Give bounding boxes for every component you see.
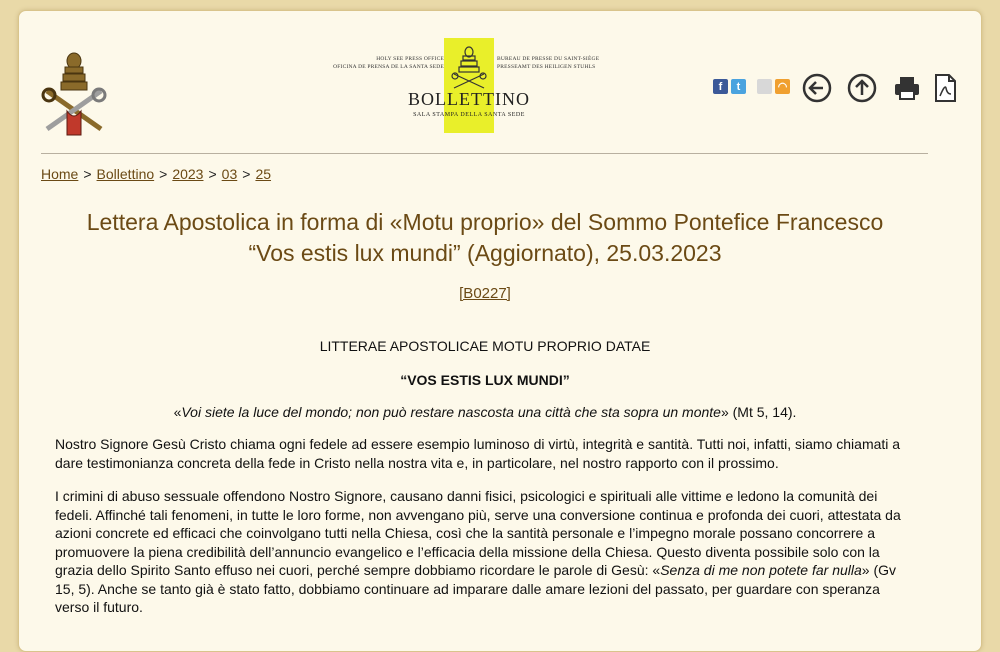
epigraph	[55, 403, 915, 422]
office-label-en: HOLY SEE PRESS OFFICE	[376, 56, 444, 62]
epigraph-open: «	[173, 404, 182, 420]
breadcrumb-separator: >	[159, 166, 168, 182]
breadcrumb-day[interactable]: 25	[255, 166, 272, 182]
site-header	[19, 11, 981, 151]
email-icon[interactable]	[757, 79, 772, 95]
twitter-icon[interactable]: t	[731, 79, 746, 95]
page-title	[19, 207, 951, 269]
page-title-line2: “Vos estis lux mundi” (Aggiornato), 25.03.2023	[248, 240, 722, 266]
papal-coat-of-arms-icon	[41, 51, 107, 137]
paragraph-2	[55, 487, 915, 617]
back-arrow-icon[interactable]	[801, 72, 833, 104]
breadcrumb-bollettino[interactable]: Bollettino	[96, 166, 155, 182]
paragraph-2-text-end: » (Gv 15, 5). Anche se tanto già è stato fatto, dobbiamo continuare ad imparare dalle amare lezioni del passato, per guardare con speranza verso il futuro.	[55, 562, 897, 615]
breadcrumb-separator: >	[83, 166, 92, 182]
office-label-fr: BUREAU DE PRESSE DU SAINT-SIÈGE	[497, 56, 600, 62]
breadcrumb-year[interactable]: 2023	[172, 166, 204, 182]
office-label-es: OFICINA DE PRENSA DE LA SANTA SEDE	[333, 64, 444, 70]
breadcrumb-separator: >	[208, 166, 217, 182]
breadcrumb	[41, 166, 271, 182]
page-container	[18, 10, 982, 652]
document-subheading: “VOS ESTIS LUX MUNDI”	[400, 372, 570, 388]
page-title-line1: Lettera Apostolica in forma di «Motu proprio» del Sommo Pontefice Francesco	[86, 209, 884, 235]
header-divider	[41, 153, 928, 154]
epigraph-quote: Voi siete la luce del mondo; non può restare nascosta una città che sta sopra un monte	[181, 404, 721, 420]
bulletin-subtitle: SALA STAMPA DELLA SANTA SEDE	[413, 112, 525, 118]
bulletin-code-link[interactable]: [B0227]	[459, 285, 511, 302]
paragraph-1: Nostro Signore Gesù Cristo chiama ogni fedele ad essere esempio luminoso di virtù, integrità e santità. Tutti noi, infatti, siamo chiamati a dare testimonianza concreta della fede in Cristo nella nostra vita e, in particolare, nel nostro rapporto con il prossimo.	[55, 436, 901, 471]
bulletin-emblem-icon	[450, 46, 488, 90]
rss-icon[interactable]: ◠	[775, 79, 790, 95]
press-office-right	[497, 55, 617, 71]
press-office-left	[324, 55, 444, 71]
breadcrumb-home[interactable]: Home	[41, 166, 79, 182]
epigraph-reference: » (Mt 5, 14).	[720, 404, 797, 420]
facebook-icon[interactable]: f	[713, 79, 728, 95]
print-icon[interactable]	[891, 72, 923, 104]
breadcrumb-separator: >	[242, 166, 251, 182]
office-label-de: PRESSEAMT DES HEILIGEN STUHLS	[497, 64, 596, 70]
up-arrow-icon[interactable]	[846, 72, 878, 104]
breadcrumb-month[interactable]: 03	[221, 166, 238, 182]
paragraph-2-text: I crimini di abuso sessuale offendono Nostro Signore, causano danni fisici, psicologici e spirituali alle vittime e ledono la comunità dei fedeli. Affinché tali fenomeni, in tutte le loro forme, non avvengano più, serve una conversione continua e profonda dei cuori, attestata da azioni concrete ed efficaci che coinvolgano tutti nella Chiesa, così che la santità personale e l’impegno morale possano concorrere a promuovere la piena credibilità dell’annuncio evangelico e l’efficacia della missione della Chiesa. Questo diventa possibile solo con la grazia dello Spirito Santo effuso nei cuori, perché sempre dobbiamo ricordare le parole di Gesù: «	[55, 488, 901, 578]
bulletin-title[interactable]: BOLLETTINO	[408, 89, 530, 109]
document-heading: LITTERAE APOSTOLICAE MOTU PROPRIO DATAE	[319, 338, 651, 354]
bulletin-code	[19, 285, 951, 302]
paragraph-2-quote: Senza di me non potete far nulla	[660, 562, 862, 578]
pdf-icon[interactable]	[929, 72, 961, 104]
